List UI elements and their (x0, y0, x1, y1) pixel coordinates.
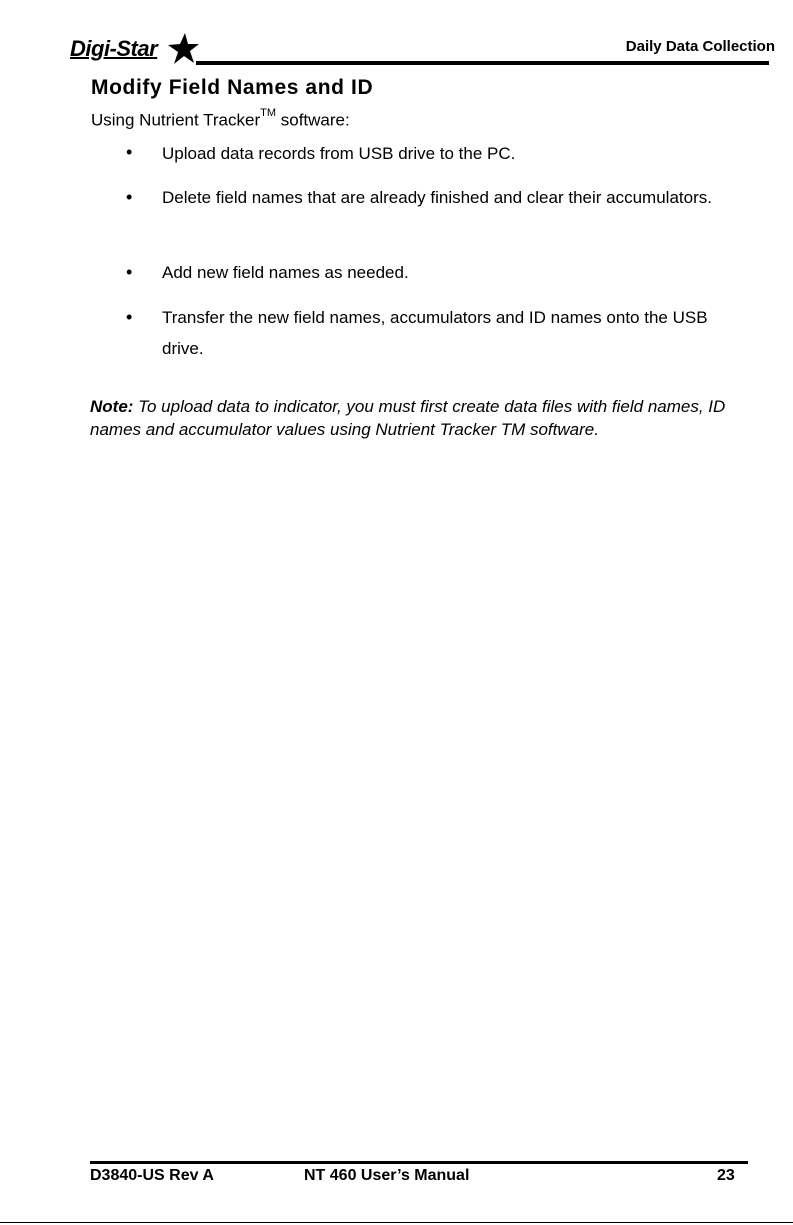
page-edge (0, 1222, 793, 1223)
note-paragraph (90, 395, 760, 441)
list-item: Delete field names that are already finished and clear their accumulators. (162, 188, 712, 207)
note-text: To upload data to indicator, you must first create data files with field names, ID names and accumulator values using Nutrient Tracker TM software. (90, 397, 726, 439)
intro-text (91, 107, 350, 131)
header-section-name: Daily Data Collection (625, 38, 775, 55)
bullet-marker: • (126, 187, 133, 207)
bullet-marker: • (126, 307, 133, 327)
logo-text: Digi-Star (70, 36, 158, 61)
intro-suffix: software: (276, 110, 350, 130)
star-icon (165, 33, 199, 65)
bullet-marker: • (126, 142, 133, 162)
page-number: 23 (717, 1167, 735, 1184)
list-item: Add new field names as needed. (162, 263, 409, 282)
footer-manual-title: NT 460 User’s Manual (304, 1167, 470, 1184)
list-item: Transfer the new field names, accumulators and ID names onto the USB drive. (162, 308, 708, 358)
note-label: Note: (90, 397, 134, 416)
list-item: Upload data records from USB drive to the PC. (162, 144, 516, 163)
footer-doc-id: D3840-US Rev A (90, 1167, 214, 1184)
header-divider (196, 61, 769, 65)
trademark-mark: TM (260, 107, 277, 119)
section-title: Modify Field Names and ID (91, 76, 374, 99)
intro-prefix: Using Nutrient Tracker (91, 110, 261, 130)
bullet-marker: • (126, 262, 133, 282)
footer-divider (90, 1161, 748, 1164)
